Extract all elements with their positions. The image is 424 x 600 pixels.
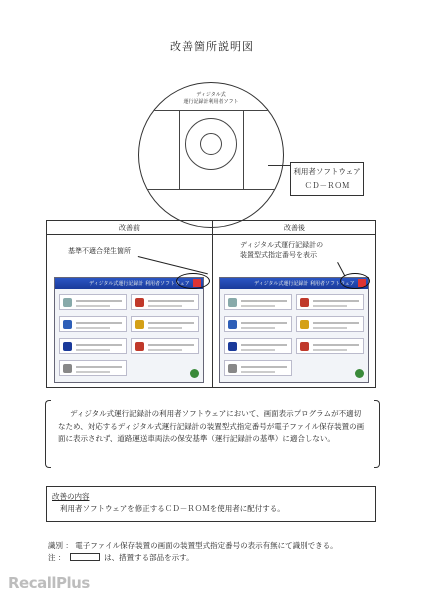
app-logo-icon: [355, 369, 364, 378]
callout-leader-line: [268, 165, 290, 166]
menu-cell: [59, 360, 127, 376]
improvement-body: 利用者ソフトウェアを修正するＣＤ－ＲＯＭを使用者に配付する。: [60, 504, 285, 513]
disc-hub: [185, 118, 237, 170]
before-header: 改善前: [119, 224, 140, 232]
comparison-header: [47, 221, 375, 235]
menu-cell: [131, 294, 199, 310]
before-highlight-oval: [176, 273, 210, 289]
brand-logo: RecallPlus: [8, 574, 90, 592]
menu-cell: [59, 316, 127, 332]
comparison-divider: [212, 221, 213, 387]
disc-label-line1: ディジタル式: [196, 92, 226, 98]
defect-description: ディジタル式運行記録計の利用者ソフトウェアにおいて、画面表示プログラムが不適切なため、対応するディジタル式運行記録計の装置型式指定番号が電子ファイル保存装置の画面に表示されず、道路運送車両法の保安基準（運行記録計の基準）に適合しない。: [58, 409, 365, 443]
after-highlight-oval: [340, 273, 370, 289]
screenshot-title: ディジタル式運行記録計 利用者ソフトウェア: [254, 281, 355, 287]
before-annotation: 基準不適合発生箇所: [68, 247, 131, 255]
notes-section: [48, 540, 338, 564]
menu-cell: [224, 360, 292, 376]
menu-cell: [59, 338, 127, 354]
menu-cell: [224, 294, 292, 310]
note-suffix: は、措置する部品を示す。: [104, 553, 194, 562]
after-header: 改善後: [284, 224, 305, 232]
page-title: 改善箇所説明図: [170, 40, 254, 53]
disc-label-line2: 運行記録計利用者ソフト: [183, 99, 239, 105]
cd-rom-disc-illustration: [138, 82, 284, 228]
callout-line2: ＣＤ－ＲＯＭ: [304, 181, 350, 190]
after-annotation: [240, 240, 360, 260]
after-annotation-line1: ディジタル式運行記録計の: [240, 241, 324, 249]
app-logo-icon: [190, 369, 199, 378]
menu-cell: [224, 338, 292, 354]
menu-cell: [131, 316, 199, 332]
menu-cell: [296, 338, 364, 354]
description-bracket-right: [374, 400, 380, 468]
legend-box-symbol: [70, 553, 100, 561]
part-callout-box: [290, 162, 364, 196]
before-screenshot: [54, 277, 204, 383]
description-bracket-left: [45, 400, 51, 468]
identification-note: 識別 ： 電子ファイル保存装置の画面の装置型式指定番号の表示有無にて識別できる。: [48, 541, 338, 550]
note-prefix: 注 ：: [48, 553, 66, 562]
callout-line1: 利用者ソフトウェア: [293, 167, 361, 176]
disc-center-hole: [200, 133, 222, 155]
menu-cell: [131, 338, 199, 354]
screenshot-title: ディジタル式運行記録計 利用者ソフトウェア: [89, 281, 190, 287]
legend-note: [48, 552, 338, 564]
improvement-heading: 改善の内容: [52, 492, 90, 501]
menu-cell: [296, 316, 364, 332]
menu-cell: [296, 294, 364, 310]
after-annotation-line2: 装置型式指定番号を表示: [240, 251, 317, 259]
menu-cell: [224, 316, 292, 332]
improvement-box: [46, 486, 376, 522]
menu-cell: [59, 294, 127, 310]
after-screenshot: [219, 277, 369, 383]
